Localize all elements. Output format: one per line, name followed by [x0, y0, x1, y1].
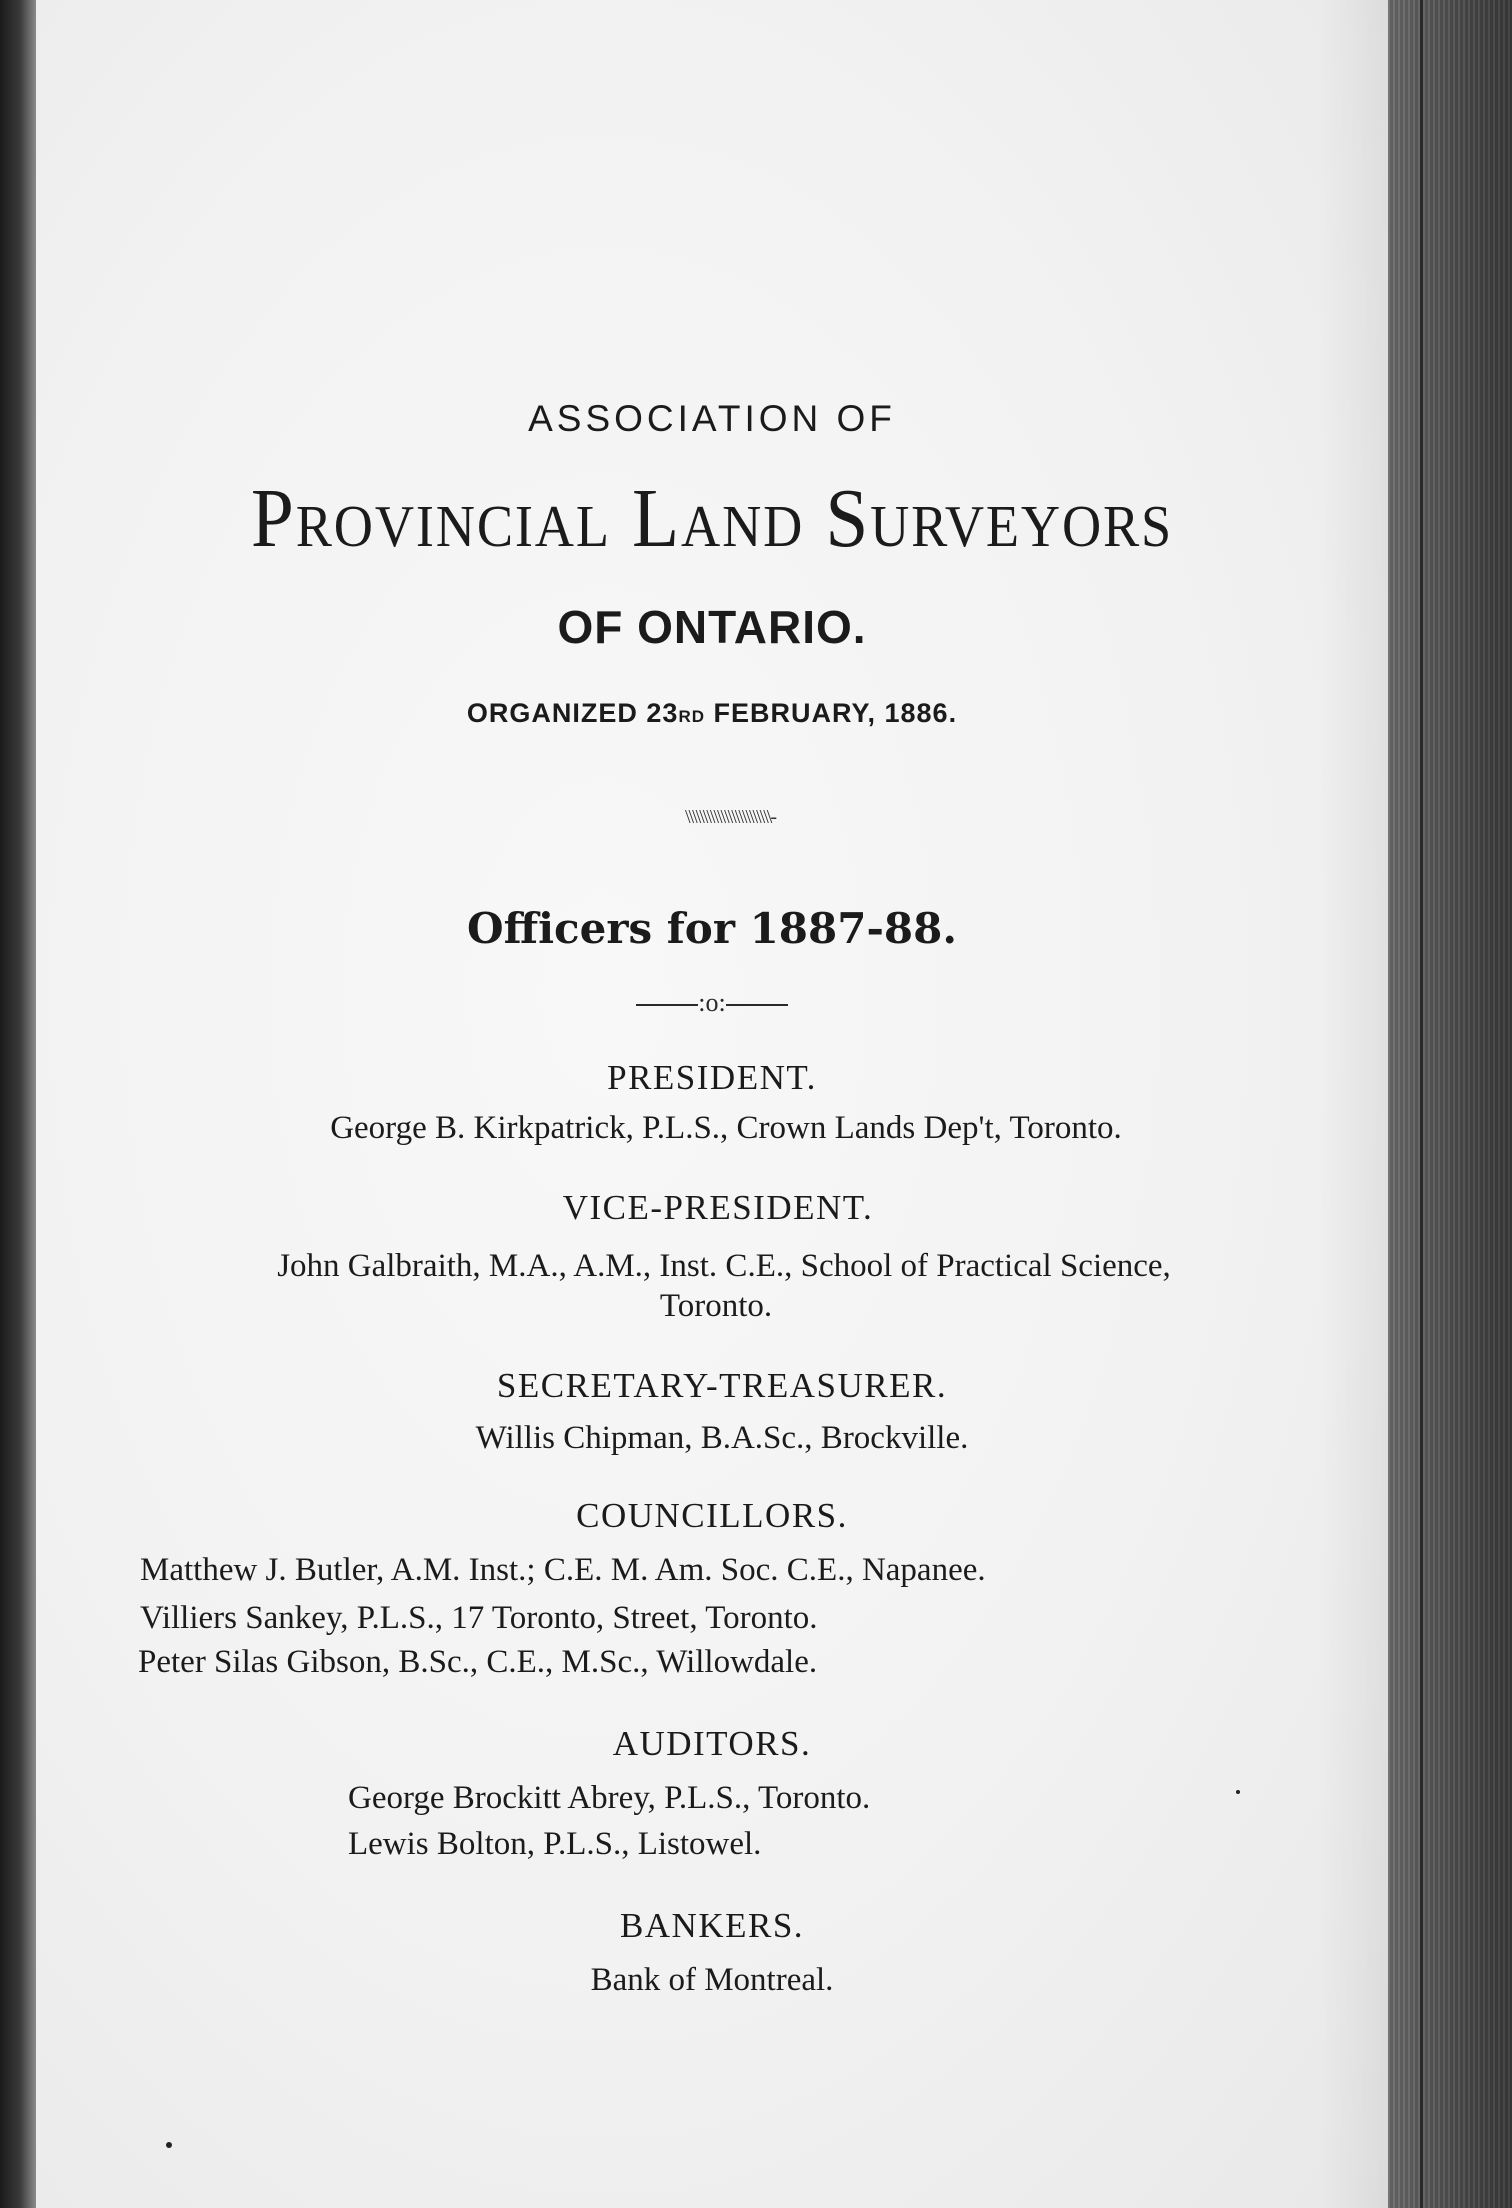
auditors-heading: AUDITORS.: [612, 1724, 812, 1763]
councillor-2: Villiers Sankey, P.L.S., 17 Toronto, Street, Toronto.: [140, 1600, 818, 1636]
president-heading: PRESIDENT.: [607, 1058, 817, 1097]
secretary-treasurer-heading: SECRETARY-TREASURER.: [496, 1366, 948, 1405]
book-left-edge: [0, 0, 36, 2208]
vice-president-location: Toronto.: [659, 1288, 773, 1324]
book-right-edge: [1388, 0, 1512, 2208]
president-name: George B. Kirkpatrick, P.L.S., Crown Lands Dep't, Toronto.: [330, 1110, 1122, 1146]
organized-date: [36, 698, 1388, 729]
page-speck: [1236, 1790, 1240, 1794]
secretary-treasurer-name: Willis Chipman, B.A.Sc., Brockville.: [475, 1420, 969, 1456]
document-page: [36, 0, 1388, 2208]
page-shadow: [1318, 0, 1388, 2208]
section-divider: [36, 988, 1388, 1018]
bankers-heading: BANKERS.: [619, 1906, 805, 1945]
vice-president-heading: VICE-PRESIDENT.: [562, 1188, 874, 1227]
councillor-1: Matthew J. Butler, A.M. Inst.; C.E. M. Am. Soc. C.E., Napanee.: [140, 1552, 986, 1588]
organized-text-b: FEBRUARY, 1886.: [705, 698, 958, 728]
banker-name: Bank of Montreal.: [590, 1962, 834, 1998]
councillors-heading: COUNCILLORS.: [576, 1496, 848, 1535]
officers-title: Officers for 1887-88.: [467, 904, 957, 953]
decorative-ornament: \\\\\\\\\\\\\\\\\\\\\\\\-: [684, 806, 776, 828]
main-title: Provincial Land Surveyors: [250, 472, 1174, 565]
councillor-3: Peter Silas Gibson, B.Sc., C.E., M.Sc., Willowdale.: [138, 1644, 818, 1680]
auditor-1: George Brockitt Abrey, P.L.S., Toronto.: [348, 1780, 871, 1816]
header-of-ontario: OF ONTARIO.: [557, 601, 867, 653]
divider-dash-left: [636, 1004, 698, 1006]
organized-ordinal: RD: [678, 707, 705, 726]
divider-dash-right: [726, 1004, 788, 1006]
header-association-of: ASSOCIATION OF: [528, 398, 896, 439]
page-speck: [166, 2142, 172, 2148]
vice-president-name: John Galbraith, M.A., A.M., Inst. C.E., School of Practical Science,: [277, 1248, 1171, 1284]
book-spine-line: [1420, 0, 1423, 2208]
auditor-2: Lewis Bolton, P.L.S., Listowel.: [348, 1826, 762, 1862]
divider-mark: :o:: [698, 988, 726, 1017]
organized-text-a: ORGANIZED 23: [466, 698, 679, 728]
